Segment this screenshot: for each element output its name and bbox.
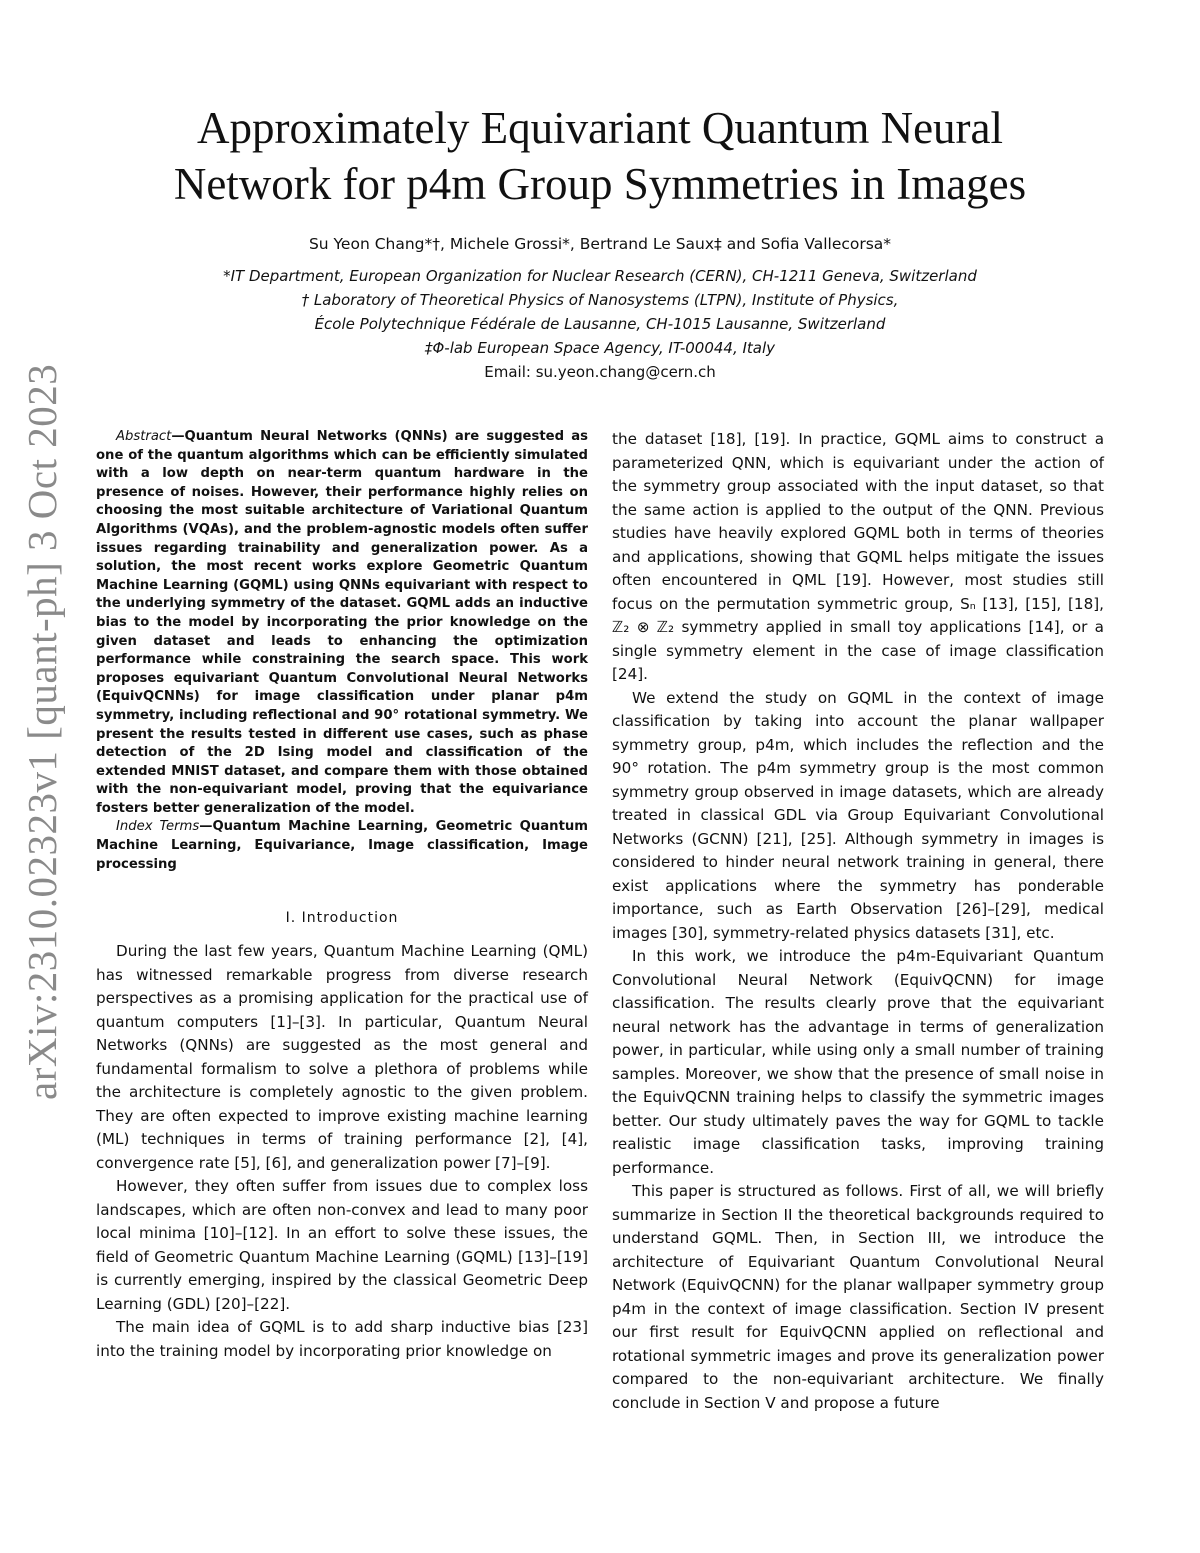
arxiv-identifier-stamp: arXiv:2310.02323v1 [quant-ph] 3 Oct 2023 — [19, 363, 65, 1100]
section-heading-introduction: I. Introduction — [285, 910, 399, 927]
index-terms-text: —Quantum Machine Learning, Geometric Quantum Machine Learning, Equivariance, Image classification, Image processing — [96, 819, 589, 872]
affiliation-epfl: École Polytechnique Fédérale de Lausanne, CH-1015 Lausanne, Switzerland — [314, 315, 886, 333]
intro-right-body — [612, 428, 1104, 1415]
contact-email: Email: su.yeon.chang@cern.ch — [484, 363, 716, 381]
abstract-label: Abstract — [116, 429, 172, 444]
title-line-2: Network for p4m Group Symmetries in Images — [173, 159, 1027, 209]
body-paragraph: The main idea of GQML is to add sharp inductive bias [23] into the training model by incorporating prior knowledge on — [96, 1318, 588, 1360]
body-paragraph: In this work, we introduce the p4m-Equivariant Quantum Convolutional Neural Network (EquivQCNN) for image classification. The results clearly prove that the equivariant neural network has the advantage in terms of generalization power, in particular, while using only a small number of training samples. Moreover, we show that the presence of small noise in the EquivQCNN training helps to classify the symmetric images better. Our study ultimately paves the way for GQML to tackle realistic image classification tasks, improving training performance. — [612, 947, 1104, 1177]
right-column — [612, 428, 1104, 1415]
body-paragraph: We extend the study on GQML in the context of image classification by taking into account the planar wallpaper symmetry group, p4m, which includes the reflection and the 90° rotation. The p4m symmetry group is the most common symmetry group observed in image datasets, which are already treated in classical GDL via Group Equivariant Convolutional Networks (GCNN) [21], [25]. Although symmetry in images is considered to hinder neural network training in general, there exist applications where the symmetry has ponderable importance, such as Earth Observation [26]–[29], medical images [30], symmetry-related physics datasets [31], etc. — [612, 688, 1104, 942]
paper-title — [100, 100, 1100, 212]
left-column — [96, 428, 588, 1363]
intro-left-body — [96, 940, 588, 1363]
affiliation-esa: ‡Φ-lab European Space Agency, IT-00044, Italy — [424, 339, 776, 357]
index-terms-label: Index Terms — [116, 819, 200, 835]
abstract-text: —Quantum Neural Networks (QNNs) are suggested as one of the quantum algorithms which can be efficiently simulated with a low depth on near-term quantum hardware in the presence of noises. However, their performance highly relies on choosing the most suitable architecture of Variational Quantum Algorithms (VQAs), and the problem-agnostic models often suffer issues regarding trainability and generalization power. As a solution, the most recent works explore Geometric Quantum Machine Learning (GQML) using QNNs equivariant with respect to the underlying symmetry of the dataset. GQML adds an inductive bias to the model by incorporating the prior knowledge on the given dataset and leads to enhancing the optimization performance while constraining the search space. This work proposes equivariant Quantum Convolutional Neural Networks (EquivQCNNs) for image classification under planar p4m symmetry, including reflectional and 90° rotational symmetry. We present the results tested in different use cases, such as phase detection of the 2D Ising model and classification of the extended MNIST dataset, and compare them with those obtained with the non-equivariant model, proving that the equivariance fosters better generalization of the model. — [96, 429, 588, 816]
affiliation-ltpn: † Laboratory of Theoretical Physics of Nanosystems (LTPN), Institute of Physics, — [301, 291, 899, 309]
affiliations — [100, 264, 1100, 384]
affiliation-cern: *IT Department, European Organization for Nuclear Research (CERN), CH-1211 Geneva, Switzerland — [223, 267, 977, 285]
body-paragraph: This paper is structured as follows. First of all, we will briefly summarize in Section II the theoretical backgrounds required to understand GQML. Then, in Section III, we introduce the architecture of Equivariant Quantum Convolutional Neural Network (EquivQCNN) for the planar wallpaper symmetry group p4m in the context of image classification. Section IV present our first result for EquivQCNN applied on reflectional and rotational symmetric images and prove its generalization power compared to the non-equivariant architecture. We finally conclude in Section V and propose a future — [612, 1182, 1104, 1412]
abstract-paragraph — [96, 428, 588, 818]
body-paragraph: During the last few years, Quantum Machine Learning (QML) has witnessed remarkable progress from diverse research perspectives as a promising application for the practical use of quantum computers [1]–[3]. In particular, Quantum Neural Networks (QNNs) are suggested as the most general and fundamental formalism to solve a plethora of problems while the architecture is completely agnostic to the given problem. They are often expected to improve existing machine learning (ML) techniques in terms of training performance [2], [4], convergence rate [5], [6], and generalization power [7]–[9]. — [96, 942, 588, 1172]
index-terms-paragraph — [96, 818, 588, 874]
abstract-block — [96, 428, 588, 874]
title-line-1: Approximately Equivariant Quantum Neural — [196, 103, 1004, 153]
body-paragraph: However, they often suffer from issues due to complex loss landscapes, which are often non-convex and lead to many poor local minima [10]–[12]. In an effort to solve these issues, the field of Geometric Quantum Machine Learning (GQML) [13]–[19] is currently emerging, inspired by the classical Geometric Deep Learning (GDL) [20]–[22]. — [96, 1177, 588, 1313]
body-paragraph: the dataset [18], [19]. In practice, GQML aims to construct a parameterized QNN, which is equivariant under the action of the symmetry group associated with the input dataset, so that the same action is applied to the output of the QNN. Previous studies have heavily explored GQML both in terms of theories and applications, showing that GQML helps mitigate the issues often encountered in QML [19]. However, most studies still focus on the permutation symmetric group, Sₙ [13], [15], [18], ℤ₂ ⊗ ℤ₂ symmetry applied in small toy applications [14], or a single symmetry element in the case of image classification [24]. — [612, 430, 1104, 683]
author-list: Su Yeon Chang*†, Michele Grossi*, Bertrand Le Saux‡ and Sofia Vallecorsa* — [308, 235, 892, 253]
